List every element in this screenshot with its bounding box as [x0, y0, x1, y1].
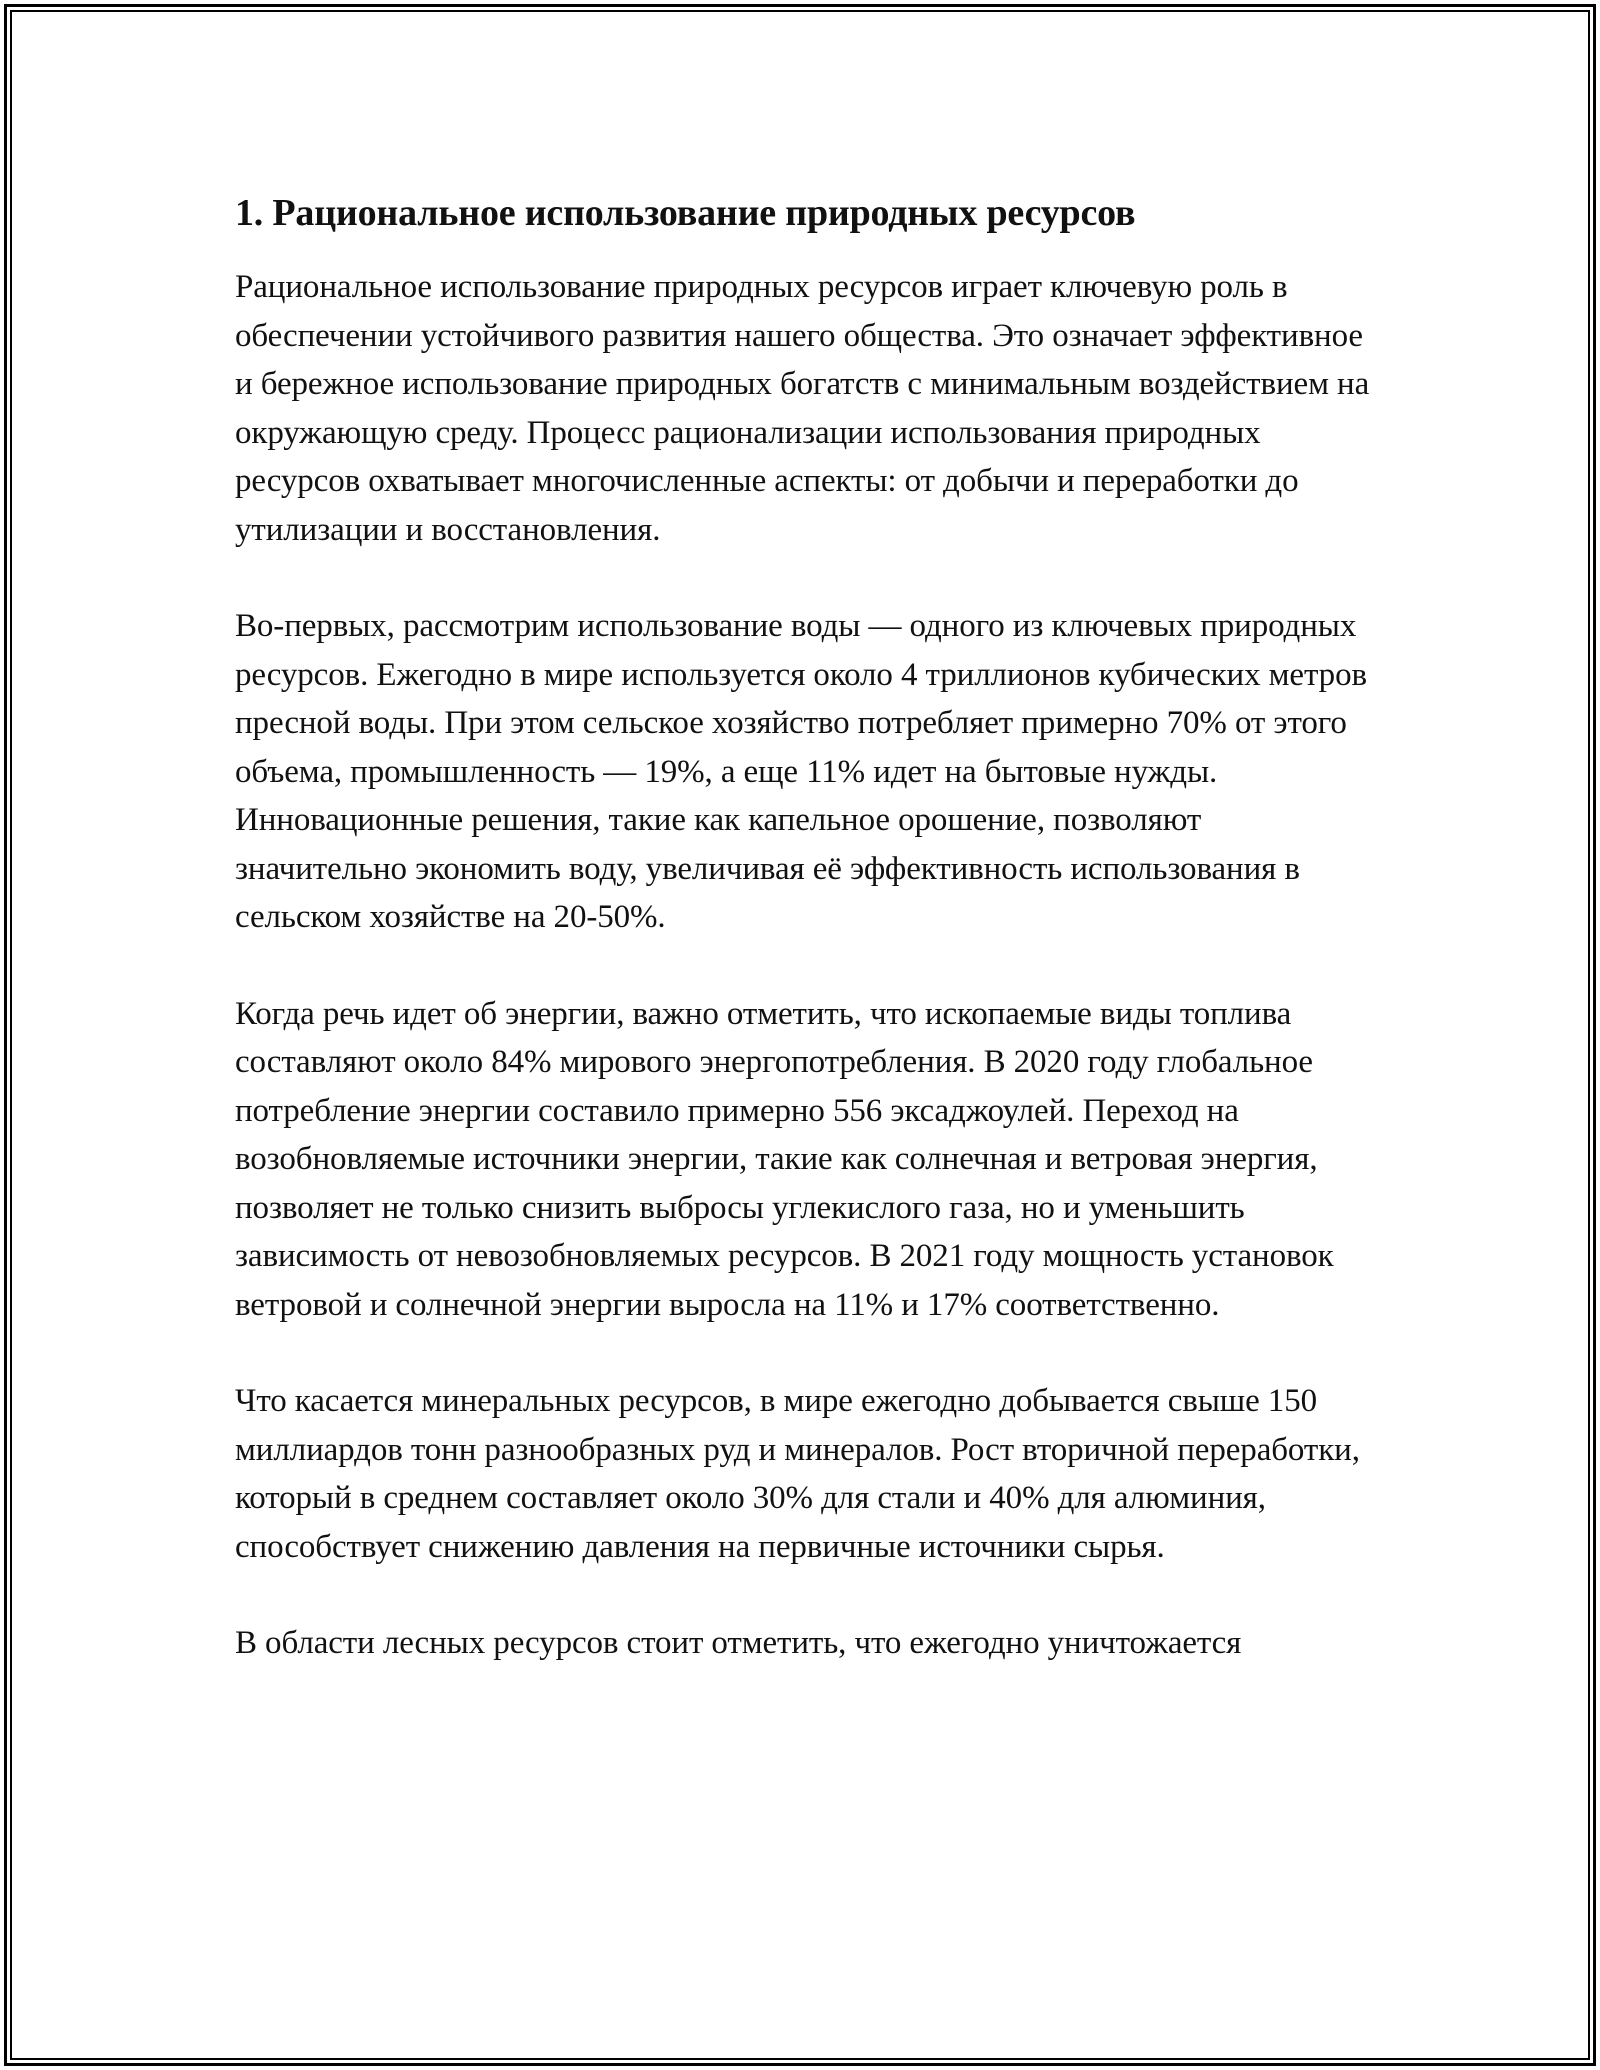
paragraph-forests: В области лесных ресурсов стоит отметить, что ежегодно уничтожается: [235, 1625, 1242, 1661]
section-heading: 1. Рациональное использование природных ресурсов: [235, 192, 1136, 234]
document-body: [235, 185, 1375, 1716]
paragraph-minerals: Что касается минеральных ресурсов, в мире ежегодно добывается свыше 150 миллиардов тонн разнообразных руд и минералов. Рост вторичной переработки, который в среднем составляет около 30% для стали и 40% для алюминия, способствует снижению давления на первичные источники сырья.: [235, 1383, 1360, 1565]
paragraph-energy: Когда речь идет об энергии, важно отметить, что ископаемые виды топлива составляют около 84% мирового энергопотребления. В 2020 году глобальное потребление энергии составило примерно 556 эксаджоулей. Переход на возобновляемые источники энергии, такие как солнечная и ветровая энергия, позволяет не только снизить выбросы углекислого газа, но и уменьшить зависимость от невозобновляемых ресурсов. В 2021 году мощность установок ветровой и солнечной энергии выросла на 11% и 17% соответственно.: [235, 995, 1334, 1323]
paragraph-intro: Рациональное использование природных ресурсов играет ключевую роль в обеспечении устойчивого развития нашего общества. Это означает эффективное и бережное использование природных богатств с минимальным воздействием на окружающую среду. Процесс рационализации использования природных ресурсов охватывает многочисленные аспекты: от добычи и переработки до утилизации и восстановления.: [235, 269, 1370, 548]
paragraph-water: Во-первых, рассмотрим использование воды — одного из ключевых природных ресурсов. Ежегодно в мире используется около 4 триллионов кубических метров пресной воды. При этом сельское хозяйство потребляет примерно 70% от этого объема, промышленность — 19%, а еще 11% идет на бытовые нужды. Инновационные решения, такие как капельное орошение, позволяют значительно экономить воду, увеличивая её эффективность использования в сельском хозяйстве на 20-50%.: [235, 608, 1367, 935]
